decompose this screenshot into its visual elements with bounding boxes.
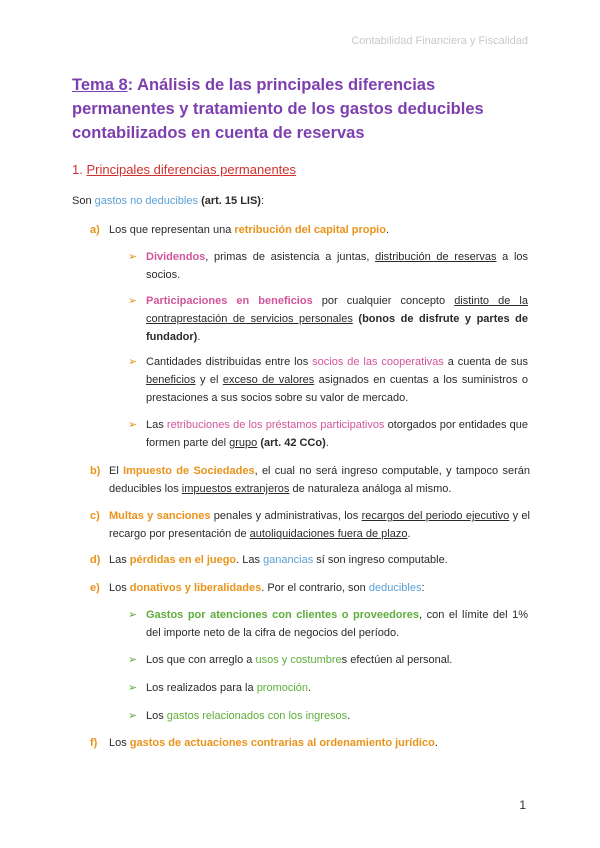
sub-item-e1 (128, 606, 528, 642)
text-run: y el (195, 374, 223, 386)
text-run: : (260, 195, 265, 207)
highlight-text: Gastos por atenciones con clientes o proveedores (146, 609, 420, 621)
underlined-text: beneficios (146, 374, 196, 386)
text-run: sí son ingreso computable. (313, 554, 448, 566)
text-run: penales y administrativas, los (210, 510, 362, 522)
highlight-text: Dividendos (146, 251, 206, 263)
highlight-text: deducibles (368, 582, 422, 594)
sub-item-a2 (128, 292, 528, 346)
list-item-a (90, 221, 530, 239)
sub-item-a3 (128, 353, 528, 407)
arrow-bullet-icon: ➢ (128, 654, 138, 666)
legal-reference: (art. 15 LIS) (201, 195, 261, 207)
list-label: b) (90, 465, 101, 477)
list-label: d) (90, 554, 101, 566)
underlined-text: exceso de valores (222, 374, 315, 386)
text-run: . (347, 710, 351, 722)
underlined-text: recargos del periodo ejecutivo (361, 510, 510, 522)
sub-item-e4 (128, 707, 528, 725)
highlight-text: promoción (256, 682, 309, 694)
text-run: Los realizados para la (146, 682, 257, 694)
list-item-f (90, 734, 530, 752)
list-item-c (90, 507, 530, 543)
text-run: . (434, 737, 438, 749)
highlight-text: Multas y sanciones (109, 510, 211, 522)
text-run: Los (146, 710, 167, 722)
text-run: . (197, 331, 201, 343)
sub-item-a1 (128, 248, 528, 284)
text-run: . (325, 437, 329, 449)
section-number: 1. (72, 162, 87, 177)
page-title (72, 73, 532, 145)
section-heading (72, 162, 296, 177)
text-run: , el cual no será ingreso computable, y tampoco serán deducibles los (109, 465, 530, 495)
list-label: f) (90, 737, 98, 749)
underlined-text: distinto de la contraprestación de servicios personales (146, 295, 528, 325)
highlight-text: donativos y liberalidades (129, 582, 262, 594)
text-run: asignados en cuentas a los suministros o prestaciones a sus socios sobre su valor de mercado. (146, 374, 528, 404)
text-run: Los que con arreglo a (146, 654, 256, 666)
text-run: . Por el contrario, son (261, 582, 369, 594)
text-run: . Las (236, 554, 264, 566)
text-run: . (385, 224, 390, 236)
sub-item-e2 (128, 651, 528, 669)
bold-text: (bonos de disfrute y partes de fundador) (146, 313, 528, 343)
underlined-text: distribución de reservas (375, 251, 497, 263)
text-run: : (421, 582, 425, 594)
text-run: , primas de asistencia a juntas, (205, 251, 376, 263)
highlight-text: gastos no deducibles (94, 195, 198, 207)
highlight-text: ganancias (263, 554, 314, 566)
text-run: Las (109, 554, 130, 566)
highlight-text: gastos relacionados con los ingresos (166, 710, 348, 722)
list-item-b (90, 462, 530, 498)
legal-reference: (art. 42 CCo) (260, 437, 326, 449)
list-label: c) (90, 510, 100, 522)
highlight-text: Participaciones en beneficios (146, 295, 313, 307)
highlight-text: gastos de actuaciones contrarias al ordenamiento jurídico (129, 737, 435, 749)
text-run: de naturaleza análoga al mismo. (289, 483, 452, 495)
page-number: 1 (519, 798, 526, 812)
text-run: El (109, 465, 124, 477)
arrow-bullet-icon: ➢ (128, 682, 138, 694)
highlight-text: Impuesto de Sociedades (123, 465, 255, 477)
intro-paragraph (72, 192, 264, 210)
underlined-text: autoliquidaciones fuera de plazo (249, 528, 408, 540)
arrow-bullet-icon: ➢ (128, 251, 138, 263)
arrow-bullet-icon: ➢ (128, 710, 138, 722)
text-run: a cuenta de sus (443, 356, 528, 368)
list-label: a) (90, 224, 100, 236)
title-text: : Análisis de las principales diferencias permanentes y tratamiento de los gastos deducibles contabilizados en cuenta de reservas (72, 76, 484, 142)
section-title: Principales diferencias permanentes (86, 162, 297, 177)
arrow-bullet-icon: ➢ (128, 356, 138, 368)
text-run: , con el límite del 1% del importe neto de la cifra de negocios del período. (146, 609, 528, 639)
text-run: . (407, 528, 411, 540)
arrow-bullet-icon: ➢ (128, 419, 138, 431)
text-run: Cantidades distribuidas entre los (146, 356, 313, 368)
text-run: Son (72, 195, 95, 207)
underlined-text: grupo (229, 437, 258, 449)
text-run: y el recargo por presentación de (109, 510, 530, 540)
sub-item-e3 (128, 679, 528, 697)
title-tema: Tema 8 (72, 76, 128, 94)
text-run: Los (109, 582, 130, 594)
sub-item-a4 (128, 416, 528, 452)
list-label: e) (90, 582, 100, 594)
text-run: Las (146, 419, 167, 431)
highlight-text: pérdidas en el juego (129, 554, 237, 566)
list-item-e (90, 579, 530, 597)
text-run: Los (109, 737, 130, 749)
running-header: Contabilidad Financiera y Fiscalidad (351, 35, 528, 47)
underlined-text: impuestos extranjeros (181, 483, 290, 495)
text-run: Los que representan una (109, 224, 235, 236)
text-run: s efectúen al personal. (341, 654, 453, 666)
highlight-text: retribución del capital propio (234, 224, 386, 236)
highlight-text: retribuciones de los préstamos participativos (166, 419, 385, 431)
text-run: . (308, 682, 312, 694)
text-run: otorgados por entidades que formen parte del (146, 419, 529, 449)
highlight-text: usos y costumbre (255, 654, 342, 666)
text-run: a los socios. (146, 251, 529, 281)
highlight-text: socios de las cooperativas (312, 356, 444, 368)
text-run: por cualquier concepto (312, 295, 455, 307)
list-item-d (90, 551, 530, 569)
arrow-bullet-icon: ➢ (128, 295, 138, 307)
arrow-bullet-icon: ➢ (128, 609, 138, 621)
